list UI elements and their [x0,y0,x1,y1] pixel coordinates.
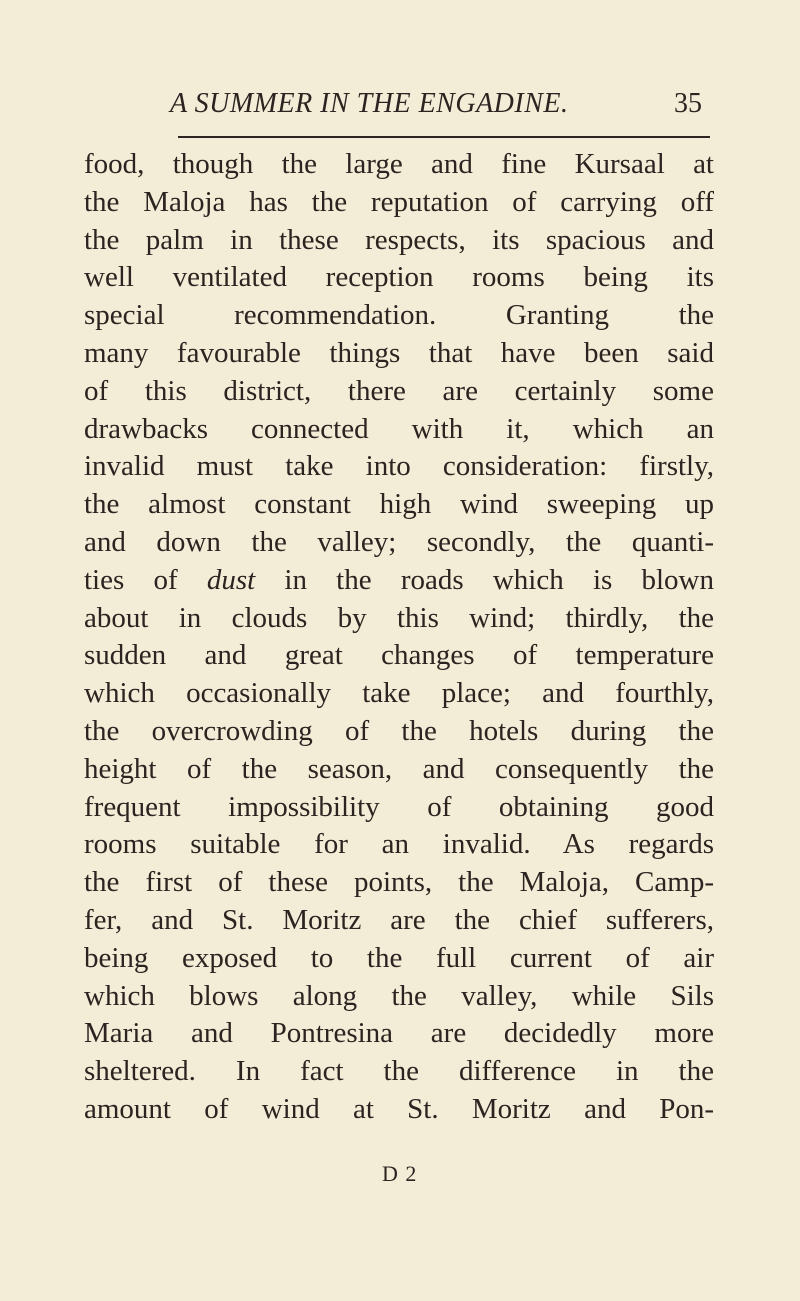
text-line: rooms suitable for an invalid. As regards [84,828,714,861]
text-line: the overcrowding of the hotels during the [84,714,714,747]
text-line: the palm in these respects, its spacious and [84,223,714,256]
text-line: amount of wind at St. Moritz and Pon- [84,1092,714,1125]
text-line: of this district, there are certainly some [84,374,714,407]
body-text [84,146,714,1129]
text-line: about in clouds by this wind; thirdly, the [84,601,714,634]
running-head-title: A SUMMER IN THE ENGADINE. [170,88,569,119]
running-head [170,88,710,128]
text-line: frequent impossibility of obtaining good [84,790,714,823]
text-line: food, though the large and fine Kursaal at [84,148,714,180]
text-line: well ventilated reception rooms being its [84,261,714,294]
text-line: Maria and Pontresina are decidedly more [84,1017,714,1050]
text-segment: ties of [84,563,207,596]
text-line: many favourable things that have been said [84,336,714,369]
text-line: which occasionally take place; and fourthly, [84,677,714,710]
text-line: sudden and great changes of temperature [84,639,714,672]
text-line: special recommendation. Granting the [84,299,714,332]
text-line: being exposed to the full current of air [84,941,714,974]
text-line: the almost constant high wind sweeping up [84,488,714,521]
text-segment: in the roads which is blown [255,563,714,596]
text-line: which blows along the valley, while Sils [84,979,714,1012]
signature-mark: D 2 [382,1161,418,1186]
text-line: sheltered. In fact the difference in the [84,1055,714,1088]
page-number: 35 [674,88,702,119]
text-line [84,562,714,600]
text-line: and down the valley; secondly, the quanti- [84,525,714,558]
header-rule [178,136,710,138]
text-line: the first of these points, the Maloja, Camp- [84,866,714,899]
italic-word: dust [206,563,256,596]
text-line: the Maloja has the reputation of carrying off [84,185,714,218]
text-line: invalid must take into consideration: firstly, [84,450,714,483]
text-line: drawbacks connected with it, which an [84,412,714,445]
text-line: fer, and St. Moritz are the chief sufferers, [84,903,714,936]
text-line: height of the season, and consequently the [84,752,714,785]
